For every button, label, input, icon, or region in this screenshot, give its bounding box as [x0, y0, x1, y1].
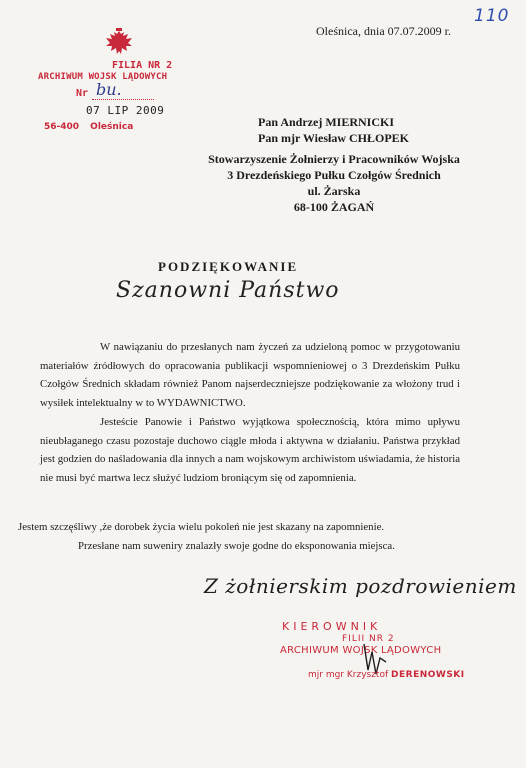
- signature-surname: DERENOWSKI: [391, 670, 465, 680]
- stamp-number-label: Nr: [76, 88, 89, 99]
- registry-stamp: [30, 28, 210, 140]
- organization-city: 68-100 ŻAGAŃ: [293, 200, 375, 214]
- stamp-address: 56-400 Oleśnica: [44, 122, 134, 132]
- stamp-branch-label: FILIA NR 2: [112, 60, 173, 71]
- eagle-emblem-icon: [102, 28, 136, 58]
- stamp-number-value: bu.: [96, 80, 122, 99]
- signature-stamp: [268, 620, 468, 690]
- organization-street: ul. Żarska: [307, 184, 361, 198]
- paragraph-souvenirs: Przesłane nam suweniry znalazły swoje godne do eksponowania miejsca.: [78, 540, 395, 552]
- page-number: 110: [474, 6, 510, 26]
- date-line: Oleśnica, dnia 07.07.2009 r.: [316, 24, 451, 38]
- signature-archive: ARCHIWUM WOJSK LĄDOWYCH: [280, 645, 442, 656]
- paragraph-happy: Jestem szczęśliwy ,że dorobek życia wielu pokoleń nie jest skazany na zapomnienie.: [18, 521, 385, 533]
- addressee-name-1: Pan Andrzej MIERNICKI: [258, 115, 395, 129]
- organization-line-2: 3 Drezdeńskiego Pułku Czołgów Średnich: [227, 168, 441, 182]
- signature-name: [308, 670, 465, 680]
- stamp-number-underline: [92, 99, 154, 100]
- signature-name-prefix: mjr mgr Krzysztof: [308, 670, 389, 680]
- stamp-date: 07 LIP 2009: [86, 104, 165, 117]
- paragraph-thanks: W nawiązaniu do przesłanych nam życzeń za udzieloną pomoc w przygotowaniu materiałów źródłowych do opracowania publikacji wspomnieniowej o 3 Drezdeńskim Pułku Czołgów Średnich składam również Panom najserdeczniejsze podziękowanie za włożony trud i wysiłek intelektualny w to WYDAWNICTWO.: [40, 341, 460, 409]
- organization-line-1: Stowarzyszenie Żołnierzy i Pracowników Wojska: [208, 152, 460, 166]
- handwritten-closing: Z żołnierskim pozdrowieniem: [204, 574, 517, 598]
- paragraph-community: Jesteście Panowie i Państwo wyjątkowa społecznością, która mimo upływu nieubłaganego czasu pozostaje duchowo ciągle młoda i aktywna w działaniu. Państwa przykład jest godzien do naśladowania dla innych a nam wojskowym archiwistom uświadamia, że historia nie musi być martwa lecz służyć ludziom broniącym się od zapomnienia.: [40, 416, 460, 484]
- handwritten-salutation: Szanowni Państwo: [116, 278, 340, 303]
- letter-heading: PODZIĘKOWANIE: [158, 259, 299, 274]
- signature-branch: FILII NR 2: [342, 634, 395, 644]
- signature-title: KIEROWNIK: [282, 620, 382, 633]
- stamp-archive-label: ARCHIWUM WOJSK LĄDOWYCH: [38, 72, 168, 82]
- addressee-name-2: Pan mjr Wiesław CHŁOPEK: [258, 131, 410, 145]
